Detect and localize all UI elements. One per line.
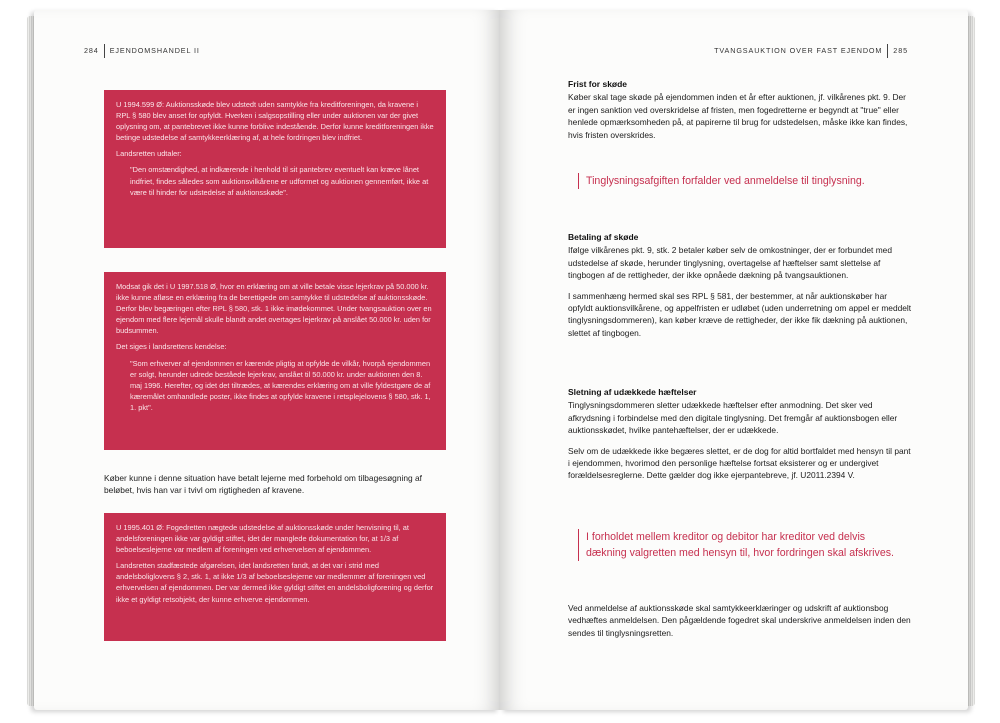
right-page-number: 285 [893, 45, 908, 55]
section-text-2: Selv om de udækkede ikke begæres slettet, er de dog for altid bortfaldet med hensyn til pant i ejendommen, hvorimod den personlige hæftelse fortsat eksisterer og er undergivet forældelsesreglerne. Dette gælder dog ikke ejerpantebreve, jf. U2011.2394 V. [568, 445, 911, 481]
section-heading: Betaling af skøde [568, 232, 639, 242]
header-divider [887, 44, 888, 58]
case-box-2-text: Modsat gik det i U 1997.518 Ø, hvor en erklæring om at ville betale visse lejerkrav på 50.000 kr. ikke kunne afløse en erklæring fra de berettigede om samtykke til udstedelse af auktionsskøde. Derfor blev begæringen efter RPL § 580, stk. 1 ikke imødekommet. Under tvangsauktion over en ejendom med flere lejemål skulle blandt andet overtages lejerkrav på anslået 50.000 kr. uden for budsummen. [116, 282, 432, 336]
right-running-header [714, 44, 908, 58]
section-sletning [568, 386, 912, 482]
section-heading: Sletning af udækkede hæftelser [568, 387, 697, 397]
case-box-2-quote: "Som erhverver af ejendommen er kærende pligtig at opfylde de vilkår, hvorpå ejendommen er solgt, herunder udrede beståede lejerkrav, anslået til 50.000 kr. under auktionen den 8. maj 1996. Herefter, og idet det tiltrædes, at kærendes erklæring om at ville fyldestgøre de af kæremålet omhandlede poster, ikke findes at opfylde kravene i retsplejelovens § 580, stk. 1, 1. pkt". [130, 358, 431, 412]
case-box-1-quote: "Den omstændighed, at indkærende i henhold til sit pantebrev eventuelt kan kræve lånet indfriet, findes således som auktionsvilkårene er udformet og auktionen gennemført, ikke at være til hinder for udstedelse af auktionsskøde". [130, 165, 429, 197]
left-running-head: EJENDOMSHANDEL II [109, 45, 200, 55]
left-page [34, 10, 500, 710]
section-text: Ifølge vilkårenes pkt. 9, stk. 2 betaler køber selv de omkostninger, der er forbundet med udstedelse af skøde, herunder tinglysning, overtagelse af hæftelser samt slettelse af tingbogen af de rettigheder, der ikke opnåede dækning på tvangsauktionen. [568, 245, 892, 281]
right-running-head: TVANGSAUKTION OVER FAST EJENDOM [714, 45, 883, 55]
case-box-1-intro: Landsretten udtaler: [116, 149, 182, 159]
case-box-1 [104, 90, 446, 248]
left-running-header [84, 44, 200, 58]
section-heading: Frist for skøde [568, 79, 628, 89]
pull-quote-1: Tinglysningsafgiften forfalder ved anmeldelse til tinglysning. [578, 173, 878, 189]
section-betaling-af-skoede [568, 231, 912, 339]
case-box-2-intro: Det siges i landsrettens kendelse: [116, 342, 227, 352]
case-box-3 [104, 513, 446, 641]
body-paragraph: Køber kunne i denne situation have betalt lejerne med forbehold om tilbagesøgning af beløbet, hvis han var i tvivl om rigtigheden af kravene. [104, 473, 422, 496]
section-text: Tinglysningsdommeren sletter udækkede hæftelser efter anmodning. Det sker ved afkrydsning i forbindelse med den digitale tinglysning. Det fremgår af auktionsbogen eller auktionsskødet, hvilke pantehæftelser, der er udækkede. [568, 400, 898, 436]
section-frist-for-skoede [568, 78, 912, 141]
pull-quote-2: I forholdet mellem kreditor og debitor har kreditor ved delvis dækning valgretten med hensyn til, hvor fordringen skal afskrives. [578, 529, 898, 561]
section-text: Køber skal tage skøde på ejendommen inden et år efter auktionen, jf. vilkårenes pkt. 9. Der er ingen sanktion ved overskridelse af fristen, men fogedretterne er begyndt at "true" eller henlede opmærksomheden på, at papirerne til brug for udstedelsen, måske ikke kan findes, hvis fristen overskrides. [568, 92, 908, 140]
left-page-number: 284 [84, 45, 99, 55]
case-box-3-text: U 1995.401 Ø: Fogedretten nægtede udstedelse af auktionsskøde under henvisning til, at andelsforeningen ikke var gyldigt stiftet, idet der manglede dokumentation for, at 1/3 af beboelseslejerne var medlem af foreningen ved erhvervelsen af ejendommen. [116, 523, 409, 555]
closing-paragraph: Ved anmeldelse af auktionsskøde skal samtykkeerklæringer og udskrift af auktionsbog vedhæftes anmeldelsen. Den pågældende fogedret skal underskrive anmeldelsen inden den sendes til tinglysningsretten. [568, 603, 911, 638]
case-box-1-text: U 1994.599 Ø: Auktionsskøde blev udstedt uden samtykke fra kreditforeningen, da kravene i RPL § 580 blev anset for opfyldt. Hverken i salgsopstilling eller under auktionen var der givet oplysning om, at pantebrevet ikke kunne forblive indestående. Derfor kunne kreditforeningen ikke betinge udstedelse af samtykkeerklæring af, at hele fordringen blev indfriet. [116, 100, 434, 143]
case-box-2 [104, 272, 446, 450]
header-divider [104, 44, 105, 58]
section-text-2: I sammenhæng hermed skal ses RPL § 581, der bestemmer, at når auktionskøber har opfyldt auktionsvilkårene, og appelfristen er udløbet (uden underretning om appel er meddelt tinglysningsdommeren), kan køber kræve de rettigheder, der ikke fik dækning på auktionen, slettet af tingbogen. [568, 290, 912, 338]
right-page [500, 10, 968, 710]
case-box-3-text-2: Landsretten stadfæstede afgørelsen, idet landsretten fandt, at det var i strid med andelsboliglovens § 2, stk. 1, at ikke 1/3 af beboelseslejerne var medlemmer af foreningen ved erhvervelsen af ejendommen. Der var dermed ikke gyldigt stiftet en andelsboligforening og derfor ikke et gyldigt retsobjekt, der kunne erhverve ejendommen. [116, 561, 434, 604]
